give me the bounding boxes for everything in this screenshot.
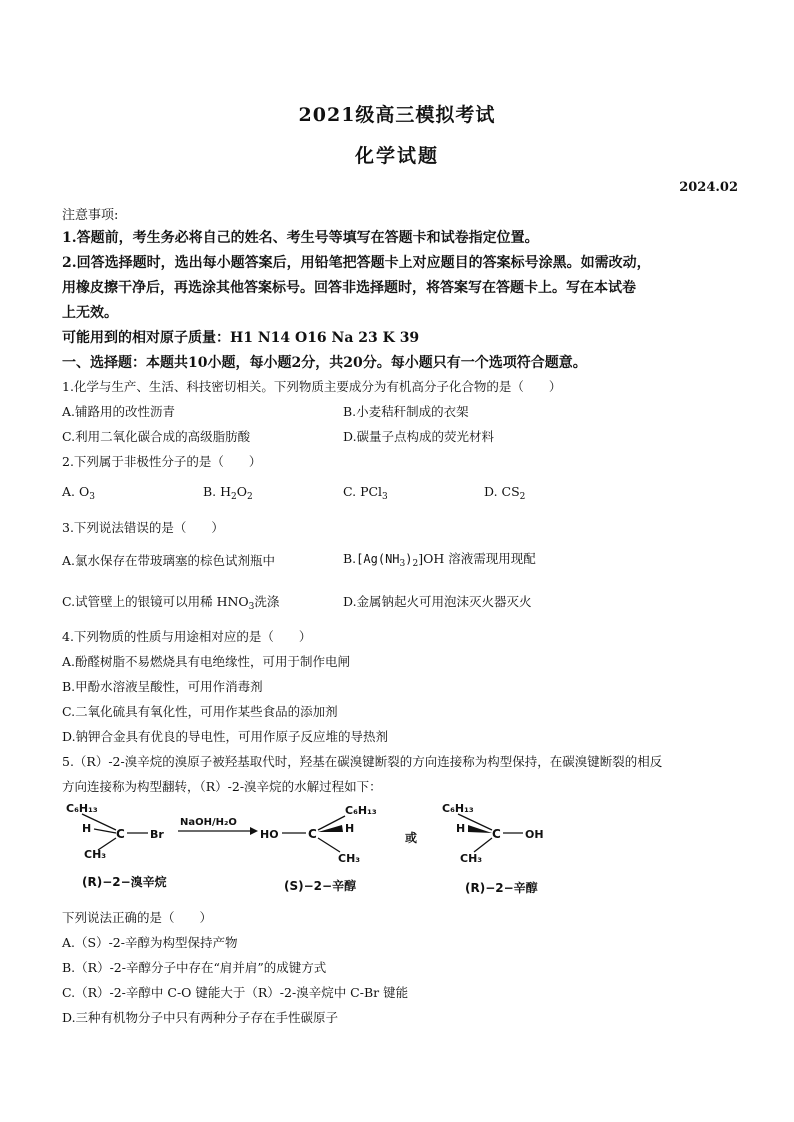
m3-bond-ch3 <box>474 838 492 852</box>
question-5-option-a: A.（S）-2-辛醇为构型保持产物 <box>62 935 238 950</box>
m1-c6h13: C₆H₁₃ <box>66 802 98 815</box>
question-5-option-d: D.三种有机物分子中只有两种分子存在手性碳原子 <box>62 1010 339 1025</box>
notice-item-2-line-3: 上无效。 <box>62 305 118 321</box>
exam-subject: 化学试题 <box>354 145 439 167</box>
m2-bond-ch3 <box>318 838 340 852</box>
m2-c6h13: C₆H₁₃ <box>345 804 377 817</box>
label-s-2-octanol: (S)−2−辛醇 <box>284 879 357 893</box>
question-5-option-c: C.（R）-2-辛醇中 C-O 键能大于（R）-2-溴辛烷中 C-Br 键能 <box>62 985 409 1000</box>
m2-h: H <box>345 822 355 835</box>
notice-item-2-line-1: 2.回答选择题时，选出每小题答案后，用铅笔把答题卡上对应题目的答案标号涂黑。如需改动， <box>62 255 651 271</box>
question-5-prompt: 下列说法正确的是（ ） <box>62 910 213 925</box>
hydrolysis-scheme <box>60 798 580 898</box>
notice-item-2-line-2: 用橡皮擦干净后，再选涂其他答案标号。回答非选择题时，将答案写在答题卡上。写在本试卷 <box>62 280 636 296</box>
question-5-stem-line-2: 方向连接称为构型翻转，（R）-2-溴辛烷的水解过程如下： <box>62 779 382 794</box>
question-2-option-d: D. $CS_2$ <box>484 484 526 502</box>
notice-heading: 注意事项: <box>62 208 119 223</box>
m2-ch3: CH₃ <box>338 852 361 865</box>
m2-ho: HO <box>260 828 279 841</box>
section-1-heading: 一、选择题：本题共10小题，每小题2分，共20分。每小题只有一个选项符合题意。 <box>62 355 587 371</box>
question-5-stem-line-1: 5.（R）-2-溴辛烷的溴原子被羟基取代时，羟基在碳溴键断裂的方向连接称为构型保持，在碳溴键断裂的相反 <box>62 754 663 769</box>
question-1-option-b: B.小麦秸秆制成的衣架 <box>343 404 469 419</box>
question-1-option-a: A.铺路用的改性沥青 <box>62 404 176 419</box>
question-3-option-b: $B.[Ag(NH_3)_2]OH$ 溶液需现用现配 <box>343 551 536 569</box>
reaction-arrowhead <box>250 827 258 835</box>
exam-date: 2024.02 <box>679 180 738 195</box>
question-4-option-d: D.钠钾合金具有优良的导电性，可用作原子反应堆的导热剂 <box>62 729 389 744</box>
m1-bond-h <box>94 829 116 833</box>
exam-title: 2021级高三模拟考试 <box>298 104 496 126</box>
or-label: 或 <box>405 831 418 845</box>
m1-ch3: CH₃ <box>84 848 107 861</box>
question-2-option-c: C. PCl$_3$ <box>343 484 388 502</box>
question-3-option-c: C.试管壁上的银镜可以用稀 $HNO_3$洗涤 <box>62 594 280 612</box>
m1-br: Br <box>150 828 164 841</box>
question-1-stem: 1.化学与生产、生活、科技密切相关。下列物质主要成分为有机高分子化合物的是（ ） <box>62 379 562 394</box>
question-2-option-b: B. $H_2O_2$ <box>203 484 253 502</box>
question-1-option-d: D.碳量子点构成的荧光材料 <box>343 429 495 444</box>
m1-h: H <box>82 822 92 835</box>
question-2-option-a: A. $O_3$ <box>62 484 95 502</box>
notice-item-1: 1.答题前，考生务必将自己的姓名、考生号等填写在答题卡和试卷指定位置。 <box>62 230 539 246</box>
reagent-label: NaOH/H₂O <box>180 817 237 828</box>
m2-c: C <box>308 827 317 841</box>
question-5-option-b: B.（R）-2-辛醇分子中存在“肩并肩”的成键方式 <box>62 960 327 975</box>
question-4-option-a: A.酚醛树脂不易燃烧具有电绝缘性，可用于制作电闸 <box>62 654 351 669</box>
question-4-option-b: B.甲酚水溶液呈酸性，可用作消毒剂 <box>62 679 263 694</box>
m3-ch3: CH₃ <box>460 852 483 865</box>
question-4-option-c: C.二氧化硫具有氧化性，可用作某些食品的添加剂 <box>62 704 338 719</box>
label-r-2-octanol: (R)−2−辛醇 <box>465 881 538 895</box>
question-3-stem: 3.下列说法错误的是（ ） <box>62 520 224 535</box>
label-r-2-bromooctane: (R)−2−溴辛烷 <box>82 875 167 889</box>
question-3-option-a: A.氯水保存在带玻璃塞的棕色试剂瓶中 <box>62 553 276 568</box>
m3-h: H <box>456 822 466 835</box>
m1-c: C <box>116 827 125 841</box>
atomic-masses: 可能用到的相对原子质量：H1 N14 O16 Na 23 K 39 <box>62 330 420 346</box>
question-1-option-c: C.利用二氧化碳合成的高级脂肪酸 <box>62 429 251 444</box>
question-3-option-d: D.金属钠起火可用泡沫灭火器灭火 <box>343 594 532 609</box>
question-4-stem: 4.下列物质的性质与用途相对应的是（ ） <box>62 629 312 644</box>
m3-c: C <box>492 827 501 841</box>
m3-oh: OH <box>525 828 544 841</box>
m3-c6h13: C₆H₁₃ <box>442 802 474 815</box>
question-2-stem: 2.下列属于非极性分子的是（ ） <box>62 454 262 469</box>
